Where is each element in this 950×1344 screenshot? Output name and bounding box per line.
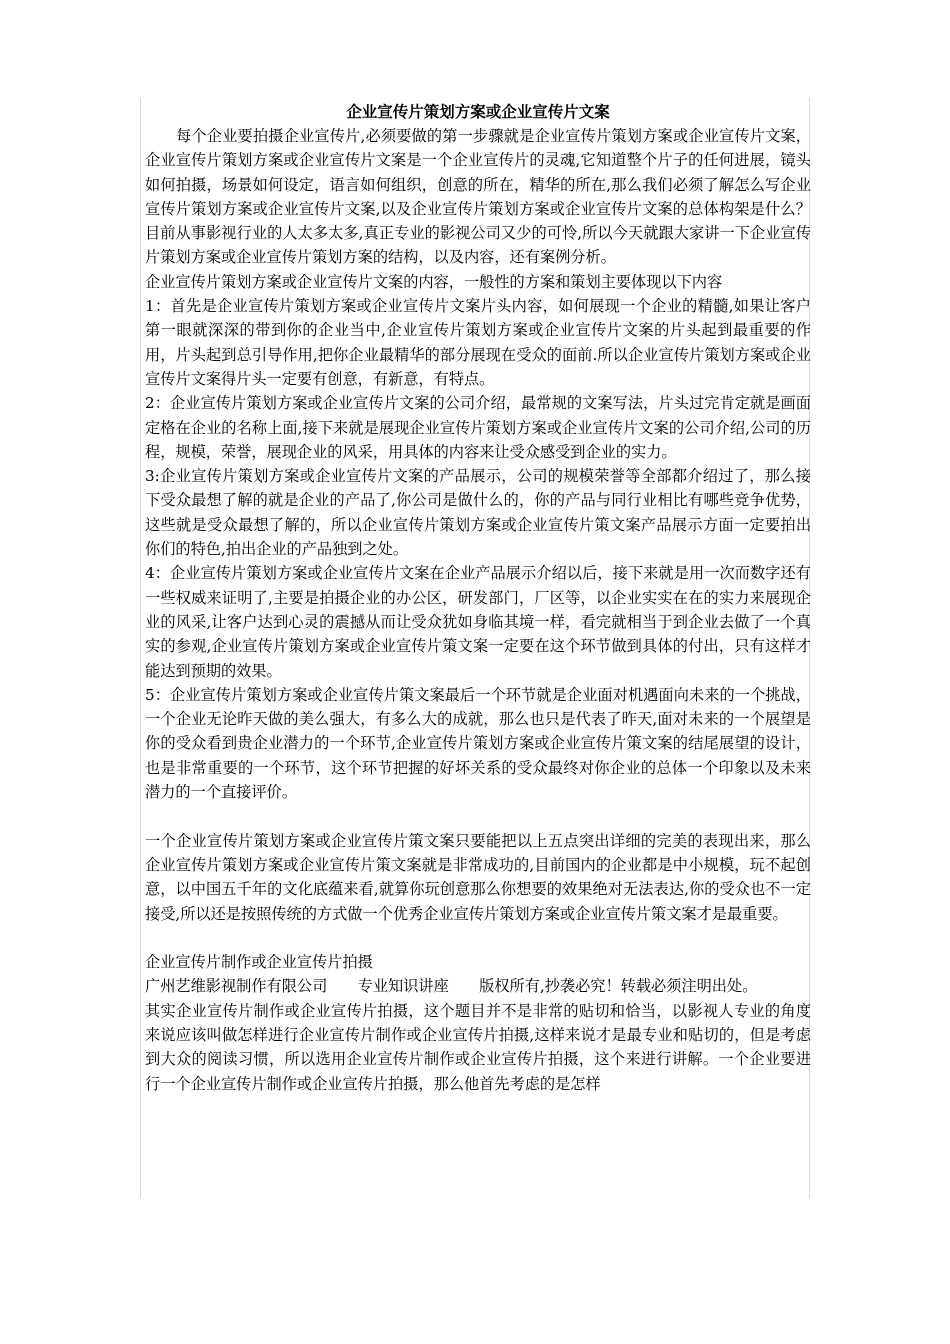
- point-5: 5：企业宣传片策划方案或企业宣传片策文案最后一个环节就是企业面对机遇面向未来的一个挑战，一个企业无论昨天做的美么强大，有多么大的成就，那么也只是代表了昨天,面对未来的一个展望是你的受众看到贵企业潜力的一个环节,企业宣传片策划方案或企业宣传片策文案的结尾展望的设计，也是非常重要的一个环节，这个环节把握的好坏关系的受众最终对你企业的总体一个印象以及未来潜力的一个直接评价。: [145, 685, 811, 802]
- document-title: 企业宣传片策划方案或企业宣传片文案: [346, 102, 610, 121]
- point-4: 4：企业宣传片策划方案或企业宣传片文案在企业产品展示介绍以后，接下来就是用一次而数字还有一些权威来证明了,主要是拍摄企业的办公区，研发部门，厂区等，以企业实实在在的实力来展现企业的风采,让客户达到心灵的震撼从而让受众犹如身临其境一样，看完就相当于到企业去做了一个真实的参观,企业宣传片策划方案或企业宣传片策文案一定要在这个环节做到具体的付出，只有这样才能达到预期的效果。: [145, 564, 811, 680]
- point-2: 2：企业宣传片策划方案或企业宣传片文案的公司介绍，最常规的文案写法，片头过完肯定就是画面定格在企业的名称上面,接下来就是展现企业宣传片策划方案或企业宣传片文案的公司介绍,公司的历程，规模，荣誉，展现企业的风采，用具体的内容来让受众感受到企业的实力。: [145, 394, 811, 461]
- point-3: 3:企业宣传片策划方案或企业宣传片文案的产品展示，公司的规模荣誉等全部都介绍过了，那么接下受众最想了解的就是企业的产品了,你公司是做什么的，你的产品与同行业相比有哪些竞争优势，这些就是受众最想了解的，所以企业宣传片策划方案或企业宣传片策文案产品展示方面一定要拍出你们的特色,拍出企业的产品独到之处。: [145, 467, 811, 559]
- byline: 广州艺维影视制作有限公司 专业知识讲座 版权所有,抄袭必究！转载必须注明出处。: [145, 977, 758, 996]
- blank-line: [145, 926, 811, 950]
- blank-line: [145, 804, 811, 828]
- section2-title: 企业宣传片制作或企业宣传片拍摄: [145, 953, 373, 972]
- conclusion-paragraph: 一个企业宣传片策划方案或企业宣传片策文案只要能把以上五点突出详细的完美的表现出来，那么企业宣传片策划方案或企业宣传片策文案就是非常成功的,目前国内的企业都是中小规模，玩不起创意，以中国五千年的文化底蕴来看,就算你玩创意那么你想要的效果绝对无法表达,你的受众也不一定接受,所以还是按照传统的方式做一个优秀企业宣传片策划方案或企业宣传片策文案才是最重要。: [145, 831, 811, 923]
- section2-body: 其实企业宣传片制作或企业宣传片拍摄，这个题目并不是非常的贴切和恰当，以影视人专业的角度来说应该叫做怎样进行企业宣传片制作或企业宣传片拍摄,这样来说才是最专业和贴切的，但是考虑到大众的阅读习惯，所以选用企业宣传片制作或企业宣传片拍摄，这个来进行讲解。一个企业要进行一个企业宣传片制作或企业宣传片拍摄，那么他首先考虑的是怎样: [145, 1001, 811, 1093]
- document-body: [145, 100, 811, 1198]
- intro-paragraph: 每个企业要拍摄企业宣传片,必须要做的第一步骤就是企业宣传片策划方案或企业宣传片文案，企业宣传片策划方案或企业宣传片文案是一个企业宣传片的灵魂,它知道整个片子的任何进展，镜头如何拍摄，场景如何设定，语言如何组织，创意的所在，精华的所在,那么我们必须了解怎么写企业宣传片策划方案或企业宣传片文案,以及企业宣传片策划方案或企业宣传片文案的总体构架是什么？目前从事影视行业的人太多太多,真正专业的影视公司又少的可怜,所以今天就跟大家讲一下企业宣传片策划方案或企业宣传片策划方案的结构，以及内容，还有案例分析。: [145, 127, 811, 267]
- lead-paragraph: 企业宣传片策划方案或企业宣传片文案的内容，一般性的方案和策划主要体现以下内容: [145, 272, 723, 291]
- point-1: 1：首先是企业宣传片策划方案或企业宣传片文案片头内容，如何展现一个企业的精髓,如果让客户第一眼就深深的带到你的企业当中,企业宣传片策划方案或企业宣传片文案的片头起到最重要的作用，片头起到总引导作用,把你企业最精华的部分展现在受众的面前.所以企业宣传片策划方案或企业宣传片文案得片头一定要有创意，有新意，有特点。: [145, 297, 811, 388]
